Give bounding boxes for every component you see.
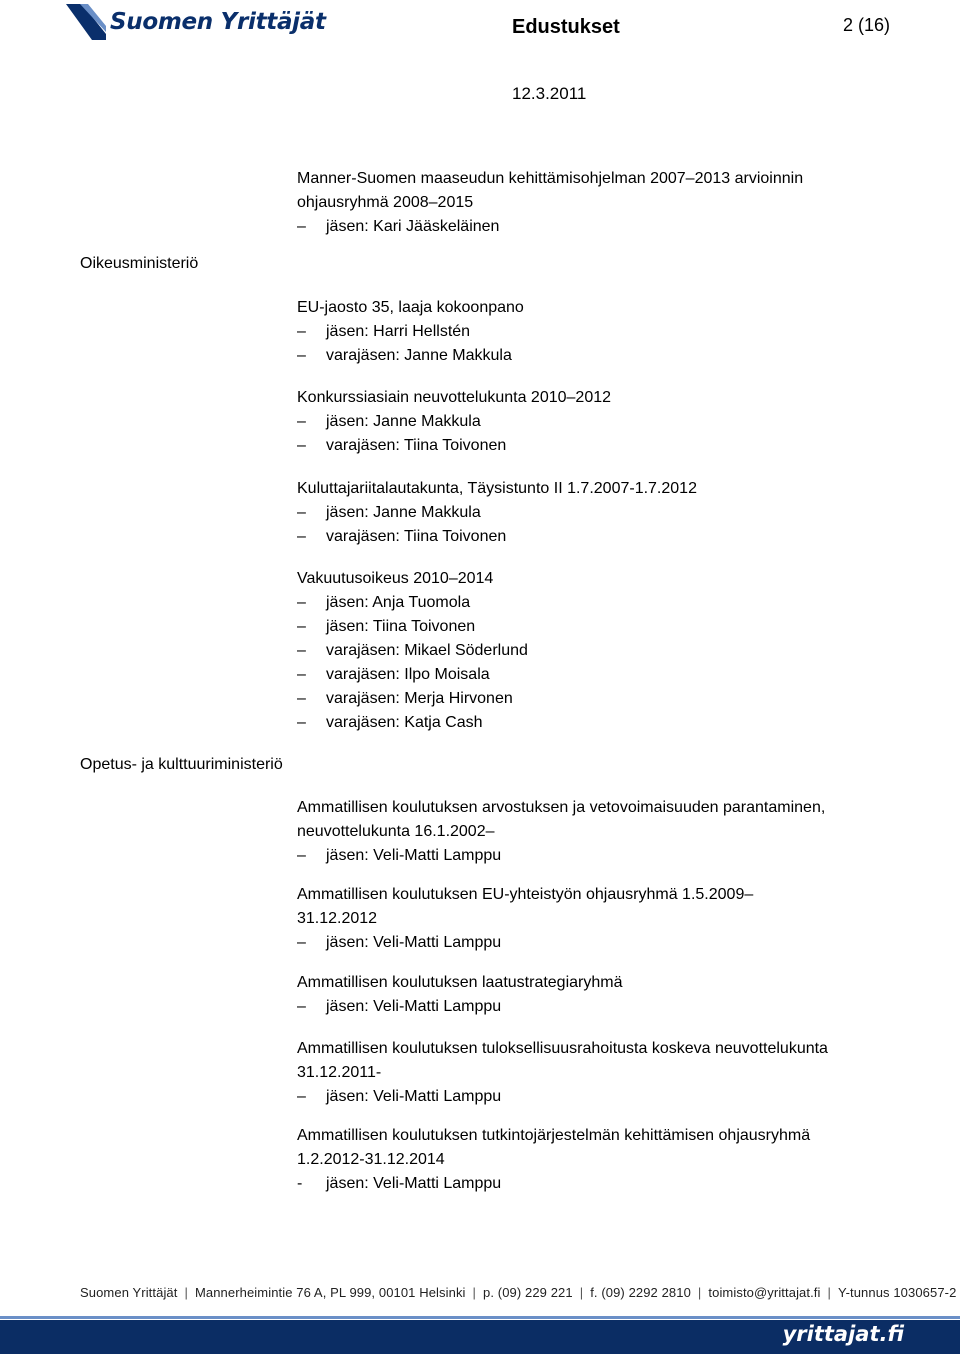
footer-stripe bbox=[0, 1316, 960, 1319]
member-row bbox=[297, 844, 917, 868]
page-number: 2 (16) bbox=[843, 15, 891, 35]
dash-bullet: – bbox=[297, 666, 306, 683]
ministry-label-opetus: Opetus- ja kulttuuriministeriö bbox=[80, 756, 283, 773]
member-text: jäsen: Janne Makkula bbox=[326, 413, 481, 430]
ministry-label-oikeus: Oikeusministeriö bbox=[80, 255, 199, 272]
member-row bbox=[297, 931, 917, 955]
member-text: jäsen: Tiina Toivonen bbox=[326, 618, 476, 635]
brand-name: Suomen Yrittäjät bbox=[110, 9, 326, 35]
footer-address: Mannerheimintie 76 A, PL 999, 00101 Helsinki bbox=[194, 1285, 466, 1300]
committee-title: Ammatillisen koulutuksen tutkintojärjestelmän kehittämisen ohjausryhmä bbox=[297, 1127, 811, 1144]
member-row bbox=[297, 434, 917, 458]
footer-fax: f. (09) 2292 2810 bbox=[590, 1285, 691, 1300]
member-text: varajäsen: Tiina Toivonen bbox=[326, 437, 507, 454]
footer-email: toimisto@yrittajat.fi bbox=[708, 1285, 821, 1300]
dash-bullet: – bbox=[297, 1088, 306, 1105]
committee-block bbox=[297, 477, 917, 549]
document-title: Edustukset bbox=[512, 16, 620, 38]
committee-title: 31.12.2011- bbox=[297, 1064, 382, 1081]
committee-title: Konkurssiasiain neuvottelukunta 2010–2012 bbox=[297, 389, 612, 406]
member-text: jäsen: Veli-Matti Lamppu bbox=[326, 1088, 502, 1105]
member-text: varajäsen: Tiina Toivonen bbox=[326, 528, 507, 545]
footer-org: Suomen Yrittäjät bbox=[80, 1285, 178, 1300]
member-row bbox=[297, 687, 917, 711]
member-row bbox=[297, 1085, 917, 1109]
member-text: jäsen: Harri Hellstén bbox=[326, 323, 471, 340]
dash-bullet: – bbox=[297, 413, 306, 430]
member-text: jäsen: Veli-Matti Lamppu bbox=[326, 934, 502, 951]
dash-bullet: – bbox=[297, 594, 306, 611]
dash-bullet: – bbox=[297, 323, 306, 340]
brand-logo bbox=[66, 4, 326, 40]
member-row bbox=[297, 215, 917, 239]
footer-phone: p. (09) 229 221 bbox=[483, 1285, 573, 1300]
committee-title: Ammatillisen koulutuksen EU-yhteistyön ohjausryhmä 1.5.2009– bbox=[297, 886, 754, 903]
committee-title: Manner-Suomen maaseudun kehittämisohjelman 2007–2013 arvioinnin bbox=[297, 170, 804, 187]
member-text: jäsen: Kari Jääskeläinen bbox=[326, 218, 500, 235]
dash-bullet: – bbox=[297, 642, 306, 659]
member-row bbox=[297, 525, 917, 549]
footer-separator: | bbox=[827, 1285, 831, 1300]
committee-block bbox=[297, 883, 917, 955]
committee-title: neuvottelukunta 16.1.2002– bbox=[297, 823, 495, 840]
committee-block bbox=[297, 1037, 917, 1109]
member-text: varajäsen: Merja Hirvonen bbox=[326, 690, 513, 707]
committee-title: 1.2.2012-31.12.2014 bbox=[297, 1151, 445, 1168]
footer-business-id: Y-tunnus 1030657-2 bbox=[838, 1285, 957, 1300]
footer-separator: | bbox=[184, 1285, 188, 1300]
committee-title: Kuluttajariitalautakunta, Täysistunto II 1.7.2007-1.7.2012 bbox=[297, 480, 697, 497]
member-row bbox=[297, 320, 917, 344]
member-row bbox=[297, 639, 917, 663]
committee-block bbox=[297, 971, 917, 1019]
member-text: varajäsen: Katja Cash bbox=[326, 714, 483, 731]
document-date: 12.3.2011 bbox=[512, 84, 587, 103]
footer-separator: | bbox=[697, 1285, 702, 1300]
member-text: jäsen: Veli-Matti Lamppu bbox=[326, 847, 502, 864]
committee-title: Vakuutusoikeus 2010–2014 bbox=[297, 570, 494, 587]
committee-title: 31.12.2012 bbox=[297, 910, 378, 927]
dash-bullet: – bbox=[297, 934, 306, 951]
dash-bullet: – bbox=[297, 847, 306, 864]
dash-bullet: – bbox=[297, 690, 306, 707]
dash-bullet: – bbox=[297, 618, 306, 635]
footer-contact bbox=[80, 1285, 956, 1300]
committee-block bbox=[297, 1124, 917, 1196]
dash-bullet: – bbox=[297, 504, 306, 521]
footer-separator: | bbox=[579, 1285, 584, 1300]
member-row bbox=[297, 711, 917, 735]
committee-block bbox=[297, 386, 917, 458]
dash-bullet: – bbox=[297, 347, 306, 364]
member-row bbox=[297, 615, 917, 639]
member-row bbox=[297, 1172, 917, 1196]
member-row bbox=[297, 591, 917, 615]
member-row bbox=[297, 995, 917, 1019]
member-text: jäsen: Veli-Matti Lamppu bbox=[326, 998, 502, 1015]
member-row bbox=[297, 501, 917, 525]
member-row bbox=[297, 344, 917, 368]
dash-bullet: – bbox=[297, 218, 306, 235]
committee-title: Ammatillisen koulutuksen laatustrategiaryhmä bbox=[297, 974, 623, 991]
dash-bullet: – bbox=[297, 714, 306, 731]
member-row bbox=[297, 663, 917, 687]
dash-bullet: – bbox=[297, 998, 306, 1015]
member-text: jäsen: Anja Tuomola bbox=[326, 594, 471, 611]
footer-separator: | bbox=[472, 1285, 477, 1300]
committee-block bbox=[297, 567, 917, 735]
committee-title: Ammatillisen koulutuksen arvostuksen ja vetovoimaisuuden parantaminen, bbox=[297, 799, 826, 816]
member-row bbox=[297, 410, 917, 434]
footer-site-link: yrittajat.fi bbox=[782, 1322, 904, 1346]
committee-block bbox=[297, 296, 917, 368]
member-text: jäsen: Veli-Matti Lamppu bbox=[326, 1175, 502, 1192]
dash-bullet: - bbox=[297, 1175, 303, 1192]
committee-title: ohjausryhmä 2008–2015 bbox=[297, 194, 474, 211]
dash-bullet: – bbox=[297, 437, 306, 454]
member-text: jäsen: Janne Makkula bbox=[326, 504, 481, 521]
brand-mark-icon bbox=[66, 4, 106, 40]
dash-bullet: – bbox=[297, 528, 306, 545]
committee-block bbox=[297, 167, 917, 239]
committee-title: Ammatillisen koulutuksen tuloksellisuusrahoitusta koskeva neuvottelukunta bbox=[297, 1040, 828, 1057]
committee-block bbox=[297, 796, 917, 868]
member-text: varajäsen: Janne Makkula bbox=[326, 347, 512, 364]
member-text: varajäsen: Mikael Söderlund bbox=[326, 642, 528, 659]
member-text: varajäsen: Ilpo Moisala bbox=[326, 666, 490, 683]
committee-title: EU-jaosto 35, laaja kokoonpano bbox=[297, 299, 524, 316]
